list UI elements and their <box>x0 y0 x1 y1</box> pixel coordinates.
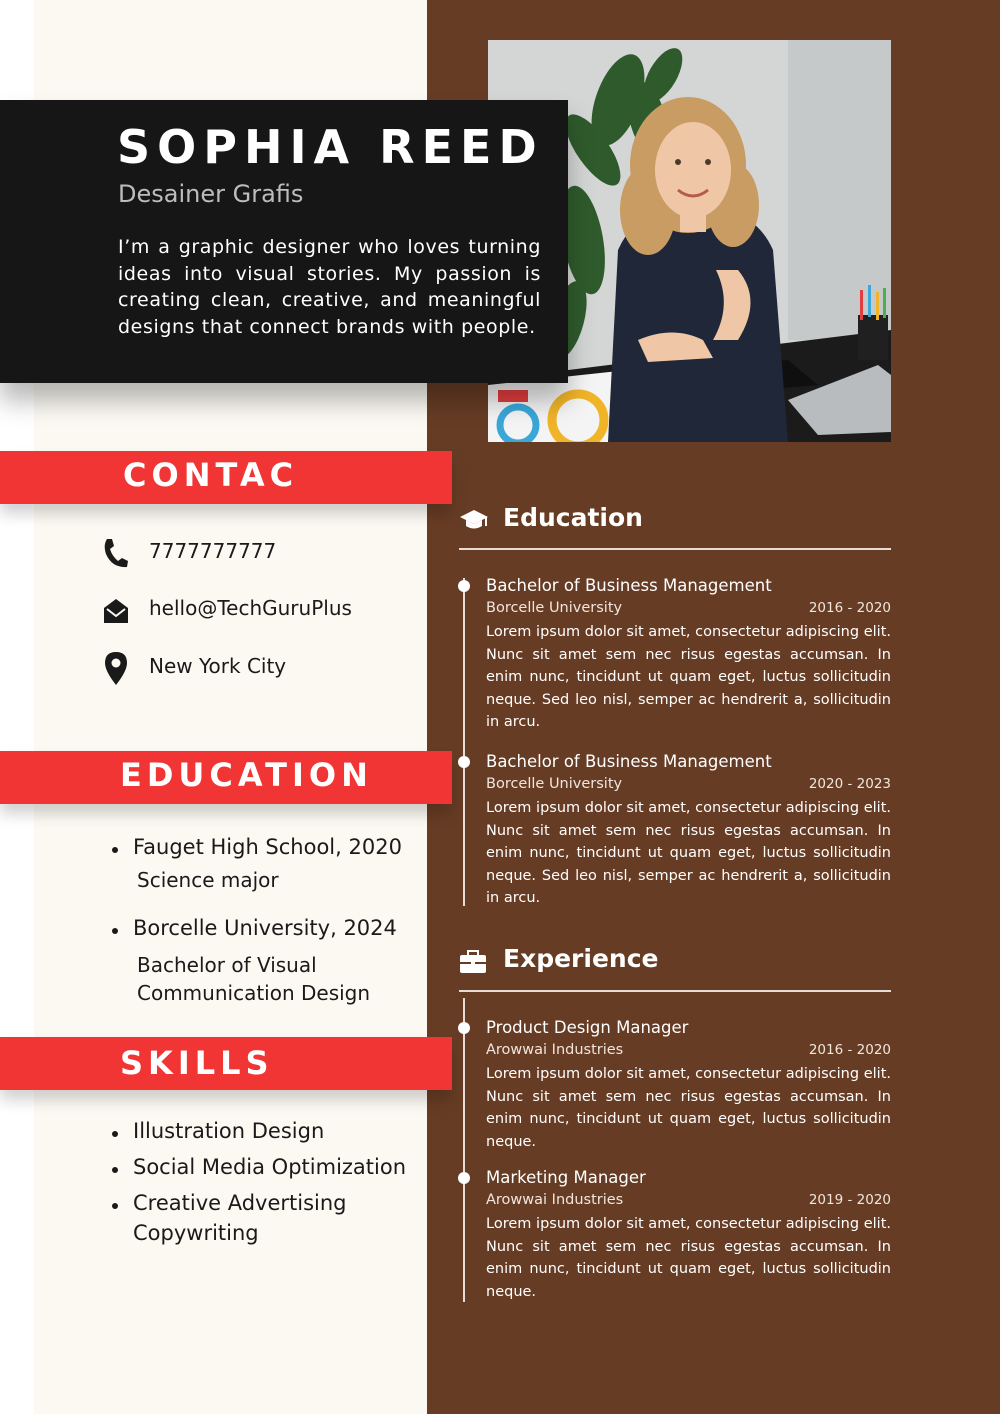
skills-heading: SKILLS <box>120 1044 274 1082</box>
education-divider <box>459 548 891 550</box>
envelope-icon <box>100 592 132 628</box>
education-detail: Science major <box>137 868 279 892</box>
bullet <box>112 928 118 934</box>
education-timeline-line <box>463 578 465 906</box>
entry-title: Product Design Manager <box>486 1018 689 1037</box>
entry-years: 2020 - 2023 <box>808 776 891 792</box>
timeline-dot <box>458 756 470 768</box>
education-detail: Communication Design <box>137 981 371 1005</box>
skill-item: Copywriting <box>133 1221 259 1245</box>
entry-title: Bachelor of Business Management <box>486 752 772 771</box>
location: New York City <box>149 654 287 678</box>
education-section-title: Education <box>503 503 643 532</box>
phone-icon <box>100 535 132 571</box>
bullet <box>112 1167 118 1173</box>
entry-organization: Borcelle University <box>486 776 623 792</box>
bullet <box>112 1131 118 1137</box>
entry-description: Lorem ipsum dolor sit amet, consectetur adipiscing elit. Nunc sit amet sem nec risus egestas accumsan. In enim nunc, tincidunt ut quam eget, luctus sollicitudin neque. <box>486 1216 891 1300</box>
job-title: Desainer Grafis <box>118 180 304 208</box>
about-paragraph: I’m a graphic designer who loves turning ideas into visual stories. My passion is creating clean, creative, and meaningful designs that connect brands with people. <box>118 236 541 338</box>
education-school: Fauget High School, 2020 <box>133 835 402 859</box>
education-school: Borcelle University, 2024 <box>133 916 397 940</box>
entry-organization: Arowwai Industries <box>486 1042 624 1058</box>
entry-organization: Borcelle University <box>486 600 623 616</box>
email-address: hello@TechGuruPlus <box>149 596 352 620</box>
timeline-dot <box>458 1172 470 1184</box>
entry-title: Marketing Manager <box>486 1168 646 1187</box>
map-pin-icon <box>100 650 132 686</box>
entry-organization: Arowwai Industries <box>486 1192 624 1208</box>
entry-years: 2016 - 2020 <box>808 1042 891 1058</box>
timeline-dot <box>458 1022 470 1034</box>
experience-section-title: Experience <box>503 944 659 973</box>
entry-description: Lorem ipsum dolor sit amet, consectetur adipiscing elit. Nunc sit amet sem nec risus egestas accumsan. In enim nunc, tincidunt ut quam eget, luctus sollicitudin neque. Sed leo nisl, semper ac hendrerit a, sollicitudin in arcu. <box>486 800 891 906</box>
skill-item: Illustration Design <box>133 1119 325 1143</box>
entry-title: Bachelor of Business Management <box>486 576 772 595</box>
experience-divider <box>459 990 891 992</box>
entry-years: 2019 - 2020 <box>808 1192 891 1208</box>
briefcase-icon <box>459 950 487 978</box>
education-detail: Bachelor of Visual <box>137 953 317 977</box>
bullet <box>112 1203 118 1209</box>
phone-number: 7777777777 <box>149 539 277 563</box>
bullet <box>112 847 118 853</box>
education-heading-left: EDUCATION <box>120 756 373 794</box>
entry-years: 2016 - 2020 <box>808 600 891 616</box>
entry-description: Lorem ipsum dolor sit amet, consectetur adipiscing elit. Nunc sit amet sem nec risus egestas accumsan. In enim nunc, tincidunt ut quam eget, luctus sollicitudin neque. <box>486 1066 891 1150</box>
candidate-name: SOPHIA REED <box>117 120 544 174</box>
skill-item: Creative Advertising <box>133 1191 347 1215</box>
graduation-cap-icon <box>459 508 489 536</box>
entry-description: Lorem ipsum dolor sit amet, consectetur adipiscing elit. Nunc sit amet sem nec risus egestas accumsan. In enim nunc, tincidunt ut quam eget, luctus sollicitudin neque. Sed leo nisl, semper ac hendrerit a, sollicitudin in arcu. <box>486 624 891 730</box>
contact-heading: CONTAC <box>123 456 299 494</box>
experience-timeline-line <box>463 998 465 1302</box>
timeline-dot <box>458 580 470 592</box>
skill-item: Social Media Optimization <box>133 1155 407 1179</box>
